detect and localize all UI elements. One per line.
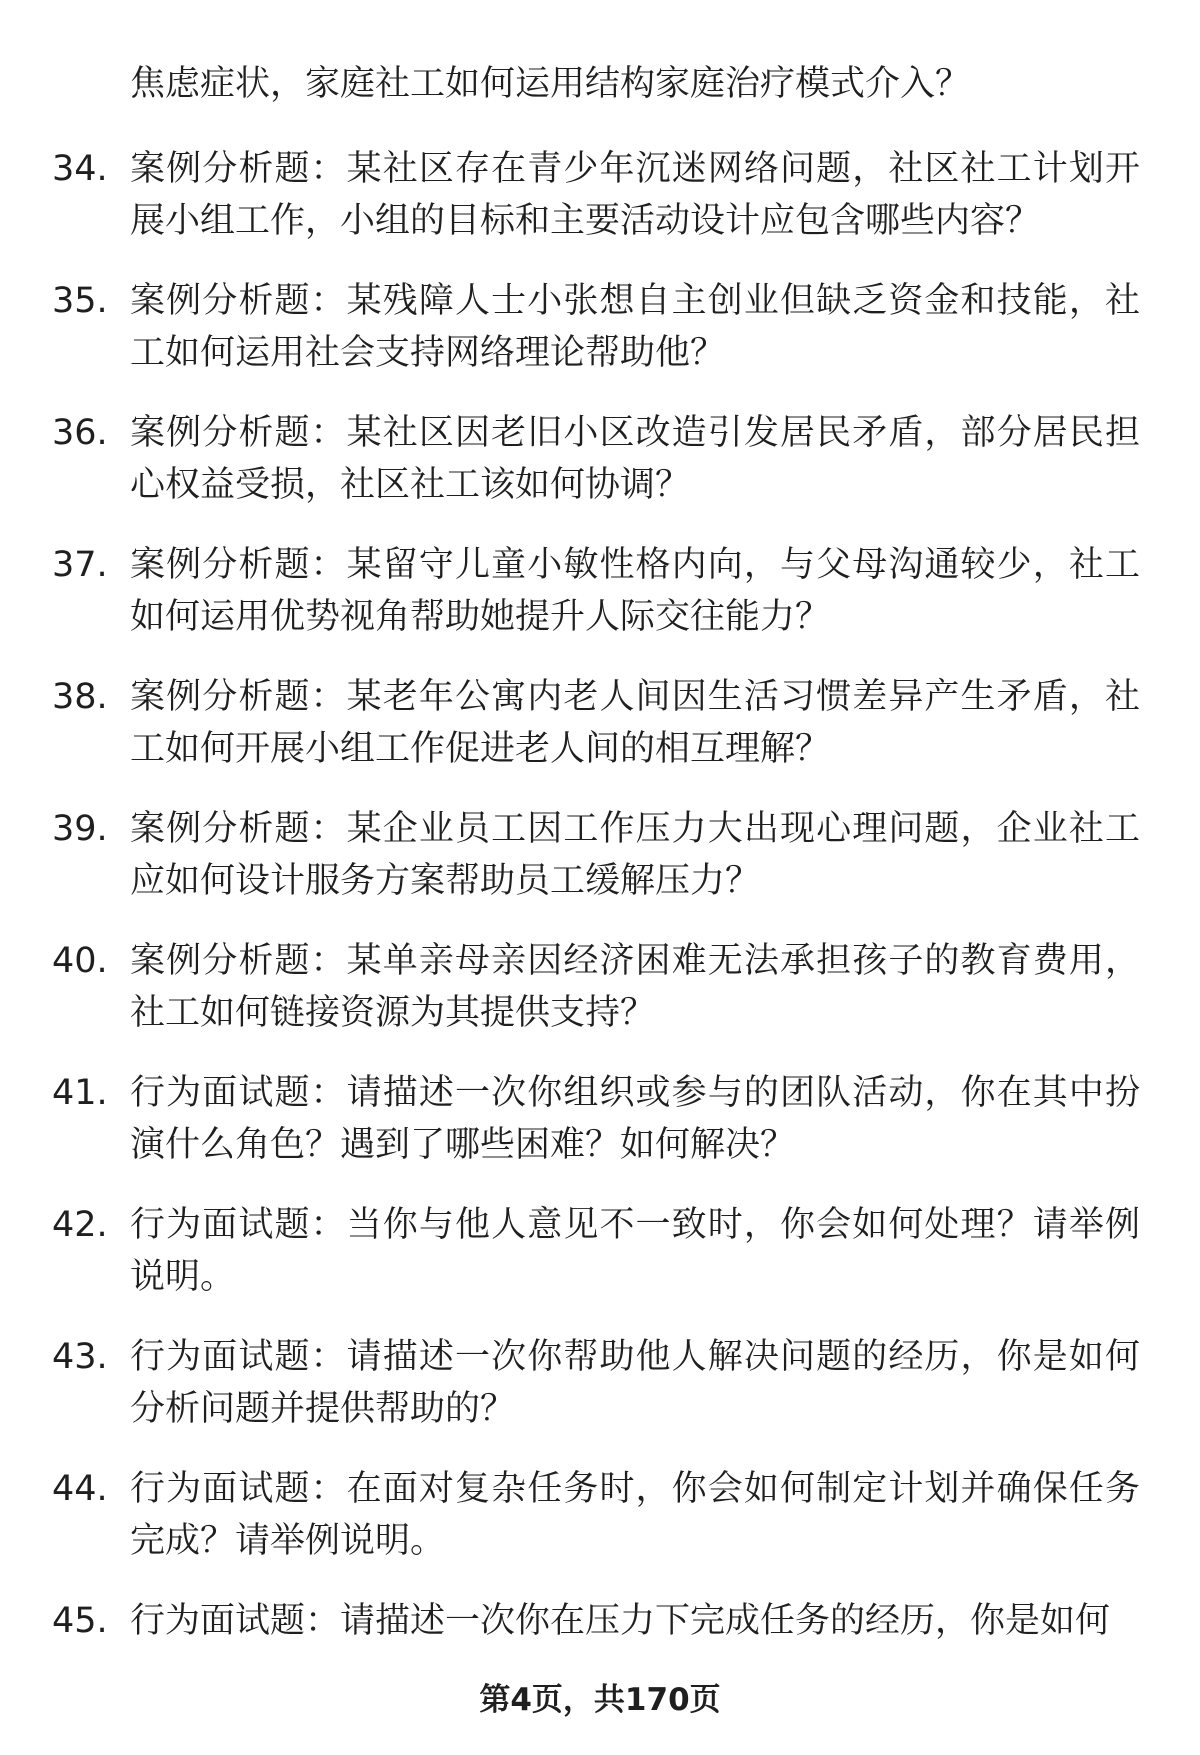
question-text: 行为面试题：请描述一次你帮助他人解决问题的经历，你是如何分析问题并提供帮助的？ <box>130 1337 1140 1429</box>
question-number: 43. <box>52 1337 108 1377</box>
question-text: 案例分析题：某社区因老旧小区改造引发居民矛盾，部分居民担心权益受损，社区社工该如何协调？ <box>130 413 1140 505</box>
question-number: 41. <box>52 1073 108 1113</box>
question-item <box>0 792 1200 924</box>
question-number: 45. <box>52 1601 108 1641</box>
question-item <box>0 1056 1200 1188</box>
page-footer: 第4页，共170页 <box>479 1682 721 1718</box>
question-number: 36. <box>52 413 108 453</box>
question-list <box>0 132 1200 1716</box>
question-number: 34. <box>52 149 108 189</box>
question-item <box>0 396 1200 528</box>
question-item <box>0 528 1200 660</box>
question-number: 35. <box>52 281 108 321</box>
question-text: 行为面试题：当你与他人意见不一致时，你会如何处理？请举例说明。 <box>130 1205 1140 1297</box>
question-number: 38. <box>52 677 108 717</box>
question-item <box>0 924 1200 1056</box>
question-item <box>0 660 1200 792</box>
question-text: 案例分析题：某企业员工因工作压力大出现心理问题，企业社工应如何设计服务方案帮助员工缓解压力？ <box>130 809 1140 901</box>
question-text: 案例分析题：某留守儿童小敏性格内向，与父母沟通较少，社工如何运用优势视角帮助她提升人际交往能力？ <box>130 545 1140 637</box>
question-number: 42. <box>52 1205 108 1245</box>
question-item <box>0 1452 1200 1584</box>
question-text: 行为面试题：在面对复杂任务时，你会如何制定计划并确保任务完成？请举例说明。 <box>130 1469 1140 1561</box>
question-number: 39. <box>52 809 108 849</box>
question-text: 案例分析题：某社区存在青少年沉迷网络问题，社区社工计划开展小组工作，小组的目标和主要活动设计应包含哪些内容？ <box>130 149 1140 241</box>
question-number: 37. <box>52 545 108 585</box>
question-item <box>0 132 1200 264</box>
continuation-text: 焦虑症状，家庭社工如何运用结构家庭治疗模式介入？ <box>130 64 971 104</box>
question-number: 40. <box>52 941 108 981</box>
question-text: 案例分析题：某残障人士小张想自主创业但缺乏资金和技能，社工如何运用社会支持网络理论帮助他？ <box>130 281 1140 373</box>
question-text: 行为面试题：请描述一次你组织或参与的团队活动，你在其中扮演什么角色？遇到了哪些困难？如何解决？ <box>130 1073 1140 1165</box>
question-number: 44. <box>52 1469 108 1509</box>
question-item <box>0 1320 1200 1452</box>
question-item <box>0 264 1200 396</box>
question-text: 案例分析题：某单亲母亲因经济困难无法承担孩子的教育费用，社工如何链接资源为其提供支持？ <box>130 941 1140 1033</box>
question-text: 行为面试题：请描述一次你在压力下完成任务的经历，你是如何 <box>130 1601 1111 1641</box>
question-item <box>0 1188 1200 1320</box>
question-text: 案例分析题：某老年公寓内老人间因生活习惯差异产生矛盾，社工如何开展小组工作促进老人间的相互理解？ <box>130 677 1140 769</box>
